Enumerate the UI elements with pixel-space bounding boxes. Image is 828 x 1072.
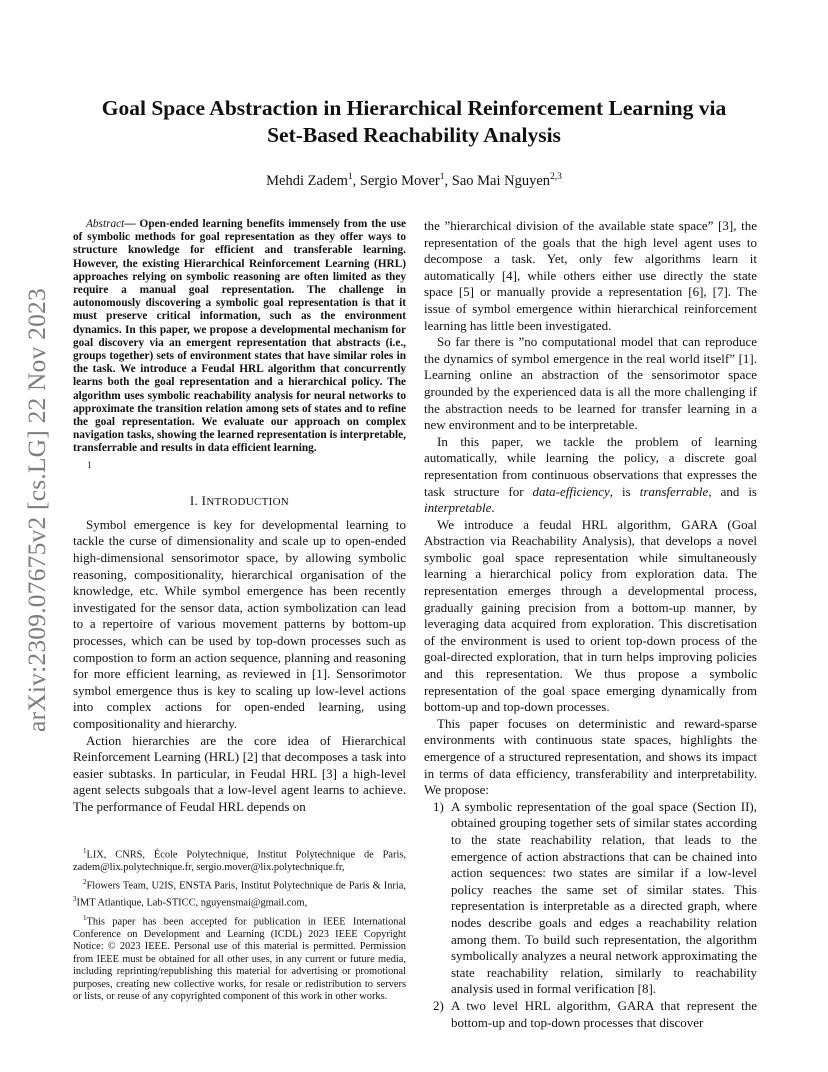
author-affiliation: 1: [439, 172, 445, 182]
arxiv-id-text: arXiv:2309.07675v2 [cs.LG] 22 Nov 2023: [22, 288, 51, 732]
body-paragraph: Symbol emergence is key for developmental learning to tackle the curse of dimensionality and scale up to open-ended high-dimensional sensorimotor space, by allowing symbolic reasoning, compositionality, hierarchical organisation of the knowledge, etc. While symbol emergence has been recently investigated for the sensor data, action symbolization can lead to a repertoire of various movement patterns by bottom-up processes, which can be used by top-down processes such as compostion to form an action sequence, planning and reasoning for more efficient learning, as reviewed in [1]. Sensorimotor symbol emergence thus is key to scaling up low-level actions into complex actions for open-ended learning, using compositionality and hierarchy.: [73, 516, 406, 731]
author-affiliation: 2,3: [550, 172, 562, 182]
abstract-footnote-mark: 1: [87, 459, 92, 470]
body-paragraph: the ”hierarchical division of the available state space” [3], the representation of the goals that the high level agent uses to decompose a task. Yet, only few algorithms learn it automatically [4], while others either use directly the state space [5] or manually provide a representation [6], [7]. The issue of symbol emergence within hierarchical reinforcement learning has little been investigated.: [424, 218, 757, 333]
abstract-label: Abstract: [86, 218, 125, 230]
abstract: [73, 218, 406, 456]
right-column: [424, 218, 757, 1031]
abstract-text: — Open-ended learning benefits immensely from the use of symbolic methods for goal representation as they offer ways to structure knowledge for efficient and transferable learning. However, the existing Hierarchical Reinforcement Learning (HRL) approaches relying on symbolic reasoning are often limited as they require a manual goal representation. The challenge in autonomously discovering a symbolic goal representation is that it must preserve critical information, such as the environment dynamics. In this paper, we propose a developmental mechanism for goal discovery via an emergent representation that abstracts (i.e., groups together) sets of environment states that have similar roles in the task. We introduce a Feudal HRL algorithm that concurrently learns both the goal representation and a hierarchical policy. The algorithm uses symbolic reachability analysis for neural networks to approximate the transition relation among sets of states and to refine the goal representation. We evaluate our approach on complex navigation tasks, showing the learned representation is interpretable, transferrable and results in data efficient learning.: [73, 218, 406, 455]
body-paragraph: In this paper, we tackle the problem of learning automatically, while learning the policy, a discrete goal representation from continuous observations that expresses the task structure for data-efficiency, is transferrable, and is interpretable.: [424, 433, 757, 516]
title-line-2: Set-Based Reachability Analysis: [267, 123, 561, 147]
contribution-list: [424, 799, 757, 1031]
author-name: Sergio Mover: [359, 172, 440, 189]
footnotes: [73, 845, 406, 1005]
author-name: Sao Mai Nguyen: [451, 172, 551, 189]
body-paragraph: We introduce a feudal HRL algorithm, GARA (Goal Abstraction via Reachability Analysis), that develops a novel symbolic goal space representation while simultaneously learning a hierarchical policy from exploration data. The representation emerges through a developmental process, gradually gaining precision from a bottom-up manner, by leveraging data acquired from exploration. This discretisation of the environment is used to orient top-down process of the goal-directed exploration, that in turn helps improving policies and this representation. We thus propose a symbolic representation of the goal space emerging dynamically from bottom-up and top-down processes.: [424, 516, 757, 715]
arxiv-watermark: [22, 260, 52, 760]
body-paragraph: So far there is ”no computational model that can reproduce the dynamics of symbol emergence in the real world itself” [1]. Learning online an abstraction of the sensorimotor space grounded by the experienced data is all the more challenging if the abstraction needs to be learned for transfer learning in a new environment and to be interpretable.: [424, 334, 757, 433]
body-paragraph: This paper focuses on deterministic and reward-sparse environments with continuous state spaces, highlights the emergence of a structured representation, and shows its impact in terms of data efficiency, transferability and interpretability. We propose:: [424, 715, 757, 798]
section-number: I.: [189, 493, 199, 509]
footnote-affiliation-1: $^1$LIX, CNRS, École Polytechnique, Institut Polytechnique de Paris, zadem@lix.polytechnique.fr, sergio.mover@lix.polytechnique.fr,: [73, 847, 406, 873]
list-item: 1) A symbolic representation of the goal space (Section II), obtained grouping together sets of similar states according to the state reachability relation, that leads to the emergence of action abstractions that can be chained into action sequences: two states are similar if a low-level policy reaches the same set of similar states. This representation is interpretable as a directed graph, where nodes describe goals and edges a reachability relation among them. To build such representation, the algorithm symbolically analyzes a neural network approximating the state reachability relation, similarly to reachability analysis used in formal verification [8].: [433, 798, 757, 997]
paper-title: [70, 95, 758, 149]
title-line-1: Goal Space Abstraction in Hierarchical Reinforcement Learning via: [101, 96, 727, 120]
author-affiliation: 1: [347, 172, 353, 182]
left-column: [73, 218, 406, 816]
section-title: INTRODUCTION: [201, 493, 290, 509]
list-item: 2) A two level HRL algorithm, GARA that represent the bottom-up and top-down processes that discover: [433, 997, 757, 1030]
author-name: Mehdi Zadem: [266, 172, 348, 189]
body-paragraph: Action hierarchies are the core idea of Hierarchical Reinforcement Learning (HRL) [2] that decomposes a task into easier subtasks. In particular, in Feudal HRL [3] a high-level agent selects subgoals that a low-level agent learns to achieve. The performance of Feudal HRL depends on: [73, 732, 406, 814]
author-list: Mehdi Zadem$^1$, Sergio Mover$^1$, Sao Mai Nguyen$^{2,3}$: [266, 172, 562, 189]
footnote-affiliation-2: $^2$Flowers Team, U2IS, ENSTA Paris, Institut Polytechnique de Paris & Inria, $^3$IMT Atlantique, Lab-STICC, nguyensmai@gmail.com,: [73, 878, 406, 909]
footnote-copyright: $^1$This paper has been accepted for publication in IEEE International Conference on Development and Learning (ICDL) 2023 IEEE Copyright Notice: © 2023 IEEE. Personal use of this material is permitted. Permission from IEEE must be obtained for all other uses, in any current or future media, including reprinting/republishing this material for advertising or promotional purposes, creating new collective works, for resale or redistribution to servers or lists, or reuse of any copyrighted component of this work in other works.: [73, 914, 406, 1002]
section-heading-introduction: [73, 493, 406, 511]
